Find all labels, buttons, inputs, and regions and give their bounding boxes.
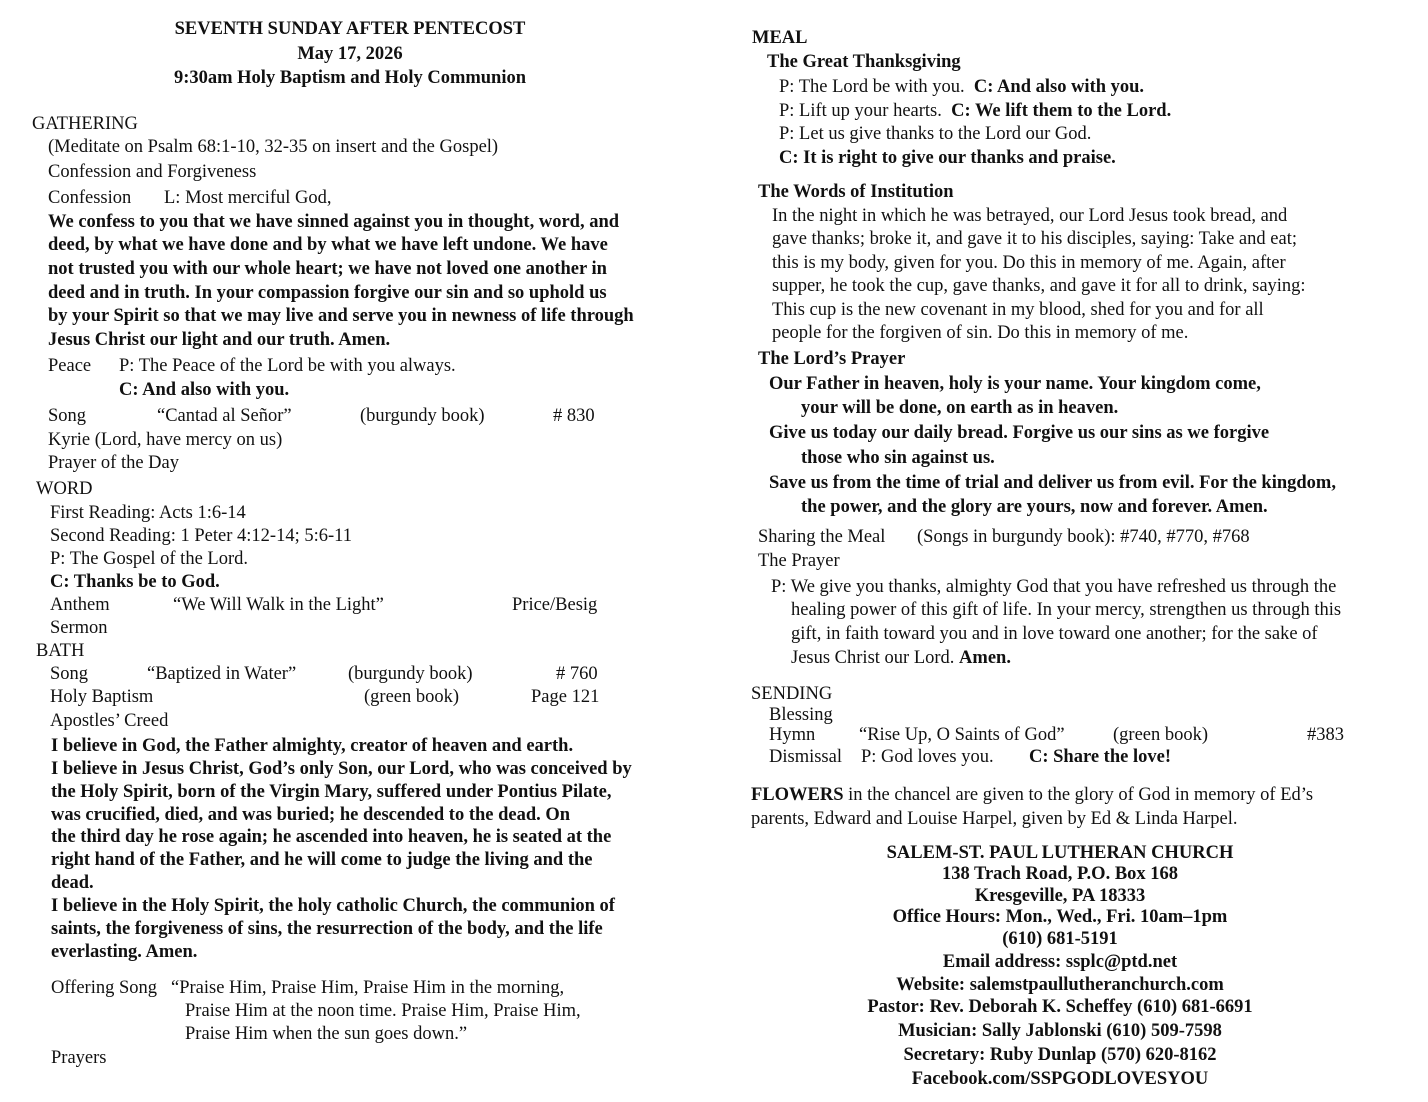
- creed-line: I believe in the Holy Spirit, the holy catholic Church, the communion of: [51, 896, 615, 916]
- secretary-info: Secretary: Ruby Dunlap (570) 620-8162: [903, 1045, 1217, 1065]
- lords-prayer-line: the power, and the glory are yours, now and forever. Amen.: [801, 497, 1268, 517]
- peace-pastor-line: P: The Peace of the Lord be with you always.: [119, 356, 456, 376]
- lords-prayer-line: your will be done, on earth as in heaven.: [801, 398, 1119, 418]
- institution-line: In the night in which he was betrayed, our Lord Jesus took bread, and: [772, 206, 1288, 226]
- bath-song-title: “Baptized in Water”: [147, 664, 297, 684]
- lords-prayer-line: Give us today our daily bread. Forgive us our sins as we forgive: [769, 423, 1270, 443]
- second-reading: Second Reading: 1 Peter 4:12-14; 5:6-11: [50, 526, 352, 546]
- sharing-meal-label: Sharing the Meal: [758, 527, 886, 547]
- anthem-label: Anthem: [50, 595, 110, 615]
- sharing-meal-songs: (Songs in burgundy book): #740, #770, #768: [917, 527, 1250, 547]
- anthem-composer: Price/Besig: [512, 595, 598, 615]
- church-name: SALEM-ST. PAUL LUTHERAN CHURCH: [886, 843, 1234, 863]
- section-meal: MEAL: [752, 28, 808, 48]
- section-word: WORD: [36, 479, 93, 499]
- dialog-pastor: P: Let us give thanks to the Lord our God.: [779, 124, 1092, 144]
- dialog-congregation: C: And also with you.: [973, 77, 1145, 97]
- service-title: SEVENTH SUNDAY AFTER PENTECOST: [174, 19, 526, 39]
- confession-line: deed and in truth. In your compassion forgive our sin and so uphold us: [48, 283, 607, 303]
- church-email: Email address: ssplc@ptd.net: [942, 952, 1178, 972]
- creed-line: everlasting. Amen.: [51, 942, 198, 962]
- creed-line: I believe in Jesus Christ, God’s only Son, our Lord, who was conceived by: [51, 759, 632, 779]
- dialog-congregation-last: C: It is right to give our thanks and praise.: [779, 148, 1116, 168]
- offering-song-line: Praise Him at the noon time. Praise Him, Praise Him,: [185, 1001, 581, 1021]
- confession-line: Jesus Christ our light and our truth. Amen.: [48, 330, 391, 350]
- gospel-pastor-line: P: The Gospel of the Lord.: [50, 549, 248, 569]
- meditate-note: (Meditate on Psalm 68:1-10, 32-35 on insert and the Gospel): [48, 137, 499, 157]
- confession-line: We confess to you that we have sinned against you in thought, word, and: [48, 212, 620, 232]
- anthem-title: “We Will Walk in the Light”: [173, 595, 384, 615]
- prayer-line: healing power of this gift of life. In your mercy, strengthen us through this: [791, 600, 1342, 620]
- creed-line: the third day he rose again; he ascended into heaven, he is seated at the: [51, 827, 612, 847]
- church-address: 138 Trach Road, P.O. Box 168: [941, 864, 1179, 884]
- flowers-label: FLOWERS: [751, 785, 844, 805]
- holy-baptism-book: (green book): [364, 687, 460, 707]
- flowers-line: [751, 784, 1313, 808]
- institution-line: gave thanks; broke it, and gave it to his disciples, saying: Take and eat;: [772, 229, 1297, 249]
- creed-line: was crucified, died, and was buried; he descended to the dead. On: [51, 805, 571, 825]
- service-date: May 17, 2026: [297, 44, 403, 64]
- flowers-text: in the chancel are given to the glory of God in memory of Ed’s: [848, 785, 1314, 805]
- pastor-info: Pastor: Rev. Deborah K. Scheffey (610) 681-6691: [867, 997, 1253, 1017]
- song-label: Song: [48, 406, 87, 426]
- lords-prayer-line: Save us from the time of trial and deliver us from evil. For the kingdom,: [769, 473, 1336, 493]
- confession-label: Confession: [48, 188, 132, 208]
- prayer-line: P: We give you thanks, almighty God that you have refreshed us through the: [771, 577, 1337, 597]
- dismissal-congregation: C: Share the love!: [1029, 747, 1171, 767]
- confession-line: deed, by what we have done and by what we have left undone. We have: [48, 235, 608, 255]
- dialog-line: [779, 100, 1171, 124]
- apostles-creed-label: Apostles’ Creed: [50, 711, 169, 731]
- offering-song-label: Offering Song: [51, 978, 158, 998]
- peace-label: Peace: [48, 356, 92, 376]
- dialog-line: [779, 123, 1091, 147]
- musician-info: Musician: Sally Jablonski (610) 509-7598: [898, 1021, 1222, 1041]
- creed-line: the Holy Spirit, born of the Virgin Mary, suffered under Pontius Pilate,: [51, 782, 612, 802]
- creed-line: dead.: [51, 873, 94, 893]
- words-of-institution-heading: The Words of Institution: [758, 182, 954, 202]
- institution-line: supper, he took the cup, gave thanks, and gave it for all to drink, saying:: [772, 276, 1306, 296]
- dialog-congregation: C: We lift them to the Lord.: [951, 101, 1172, 121]
- bath-song-book: (burgundy book): [348, 664, 473, 684]
- dialog-pastor: P: The Lord be with you.: [779, 77, 965, 97]
- service-description: 9:30am Holy Baptism and Holy Communion: [173, 68, 527, 88]
- prayer-of-the-day: Prayer of the Day: [48, 453, 179, 473]
- creed-line: I believe in God, the Father almighty, creator of heaven and earth.: [51, 736, 574, 756]
- institution-line: this is my body, given for you. Do this in memory of me. Again, after: [772, 253, 1286, 273]
- bath-song-label: Song: [50, 664, 89, 684]
- prayers: Prayers: [51, 1048, 107, 1068]
- hymn-label: Hymn: [769, 725, 816, 745]
- song-book: (burgundy book): [360, 406, 485, 426]
- confession-line: by your Spirit so that we may live and serve you in newness of life through: [48, 306, 634, 326]
- offering-song-line: Praise Him when the sun goes down.”: [185, 1024, 468, 1044]
- gospel-congregation-line: C: Thanks be to God.: [50, 572, 220, 592]
- creed-line: right hand of the Father, and he will come to judge the living and the: [51, 850, 593, 870]
- office-hours: Office Hours: Mon., Wed., Fri. 10am–1pm: [892, 907, 1228, 927]
- prayer-amen: Amen.: [959, 648, 1011, 668]
- dialog-line: [779, 76, 1144, 100]
- prayer-line: gift, in faith toward you and in love toward one another; for the sake of: [791, 624, 1318, 644]
- dismissal-label: Dismissal: [769, 747, 842, 767]
- prayer-last-text: Jesus Christ our Lord.: [791, 648, 955, 668]
- dialog-pastor: P: Lift up your hearts.: [779, 101, 942, 121]
- song-title: “Cantad al Señor”: [157, 406, 292, 426]
- song-number: # 830: [553, 406, 595, 426]
- institution-line: people for the forgiven of sin. Do this in memory of me.: [772, 323, 1189, 343]
- dismissal-pastor: P: God loves you.: [861, 747, 994, 767]
- the-prayer-heading: The Prayer: [758, 551, 840, 571]
- offering-song-line: “Praise Him, Praise Him, Praise Him in the morning,: [171, 978, 565, 998]
- holy-baptism-label: Holy Baptism: [50, 687, 154, 707]
- first-reading: First Reading: Acts 1:6-14: [50, 503, 246, 523]
- great-thanksgiving-heading: The Great Thanksgiving: [767, 52, 961, 72]
- blessing: Blessing: [769, 705, 833, 725]
- church-phone: (610) 681-5191: [1002, 929, 1118, 949]
- church-city: Kresgeville, PA 18333: [974, 886, 1146, 906]
- confession-line: not trusted you with our whole heart; we have not loved one another in: [48, 259, 607, 279]
- lords-prayer-line: Our Father in heaven, holy is your name. Your kingdom come,: [769, 374, 1261, 394]
- bath-song-number: # 760: [556, 664, 598, 684]
- hymn-book: (green book): [1113, 725, 1209, 745]
- hymn-title: “Rise Up, O Saints of God”: [859, 725, 1065, 745]
- section-sending: SENDING: [751, 684, 833, 704]
- peace-congregation-line: C: And also with you.: [119, 380, 290, 400]
- hymn-number: #383: [1307, 725, 1344, 745]
- confession-forgiveness-heading: Confession and Forgiveness: [48, 162, 257, 182]
- holy-baptism-page: Page 121: [531, 687, 600, 707]
- prayer-line-last: [791, 647, 1011, 671]
- confession-leader-line: L: Most merciful God,: [164, 188, 332, 208]
- creed-line: saints, the forgiveness of sins, the resurrection of the body, and the life: [51, 919, 603, 939]
- sermon: Sermon: [50, 618, 108, 638]
- kyrie: Kyrie (Lord, have mercy on us): [48, 430, 283, 450]
- lords-prayer-line: those who sin against us.: [801, 448, 995, 468]
- facebook-link: Facebook.com/SSPGODLOVESYOU: [911, 1069, 1209, 1089]
- flowers-line-2: parents, Edward and Louise Harpel, given by Ed & Linda Harpel.: [751, 809, 1238, 829]
- institution-line: This cup is the new covenant in my blood, shed for you and for all: [772, 300, 1264, 320]
- section-gathering: GATHERING: [32, 114, 138, 134]
- lords-prayer-heading: The Lord’s Prayer: [758, 349, 906, 369]
- section-bath: BATH: [36, 641, 85, 661]
- church-website: Website: salemstpaullutheranchurch.com: [896, 975, 1224, 995]
